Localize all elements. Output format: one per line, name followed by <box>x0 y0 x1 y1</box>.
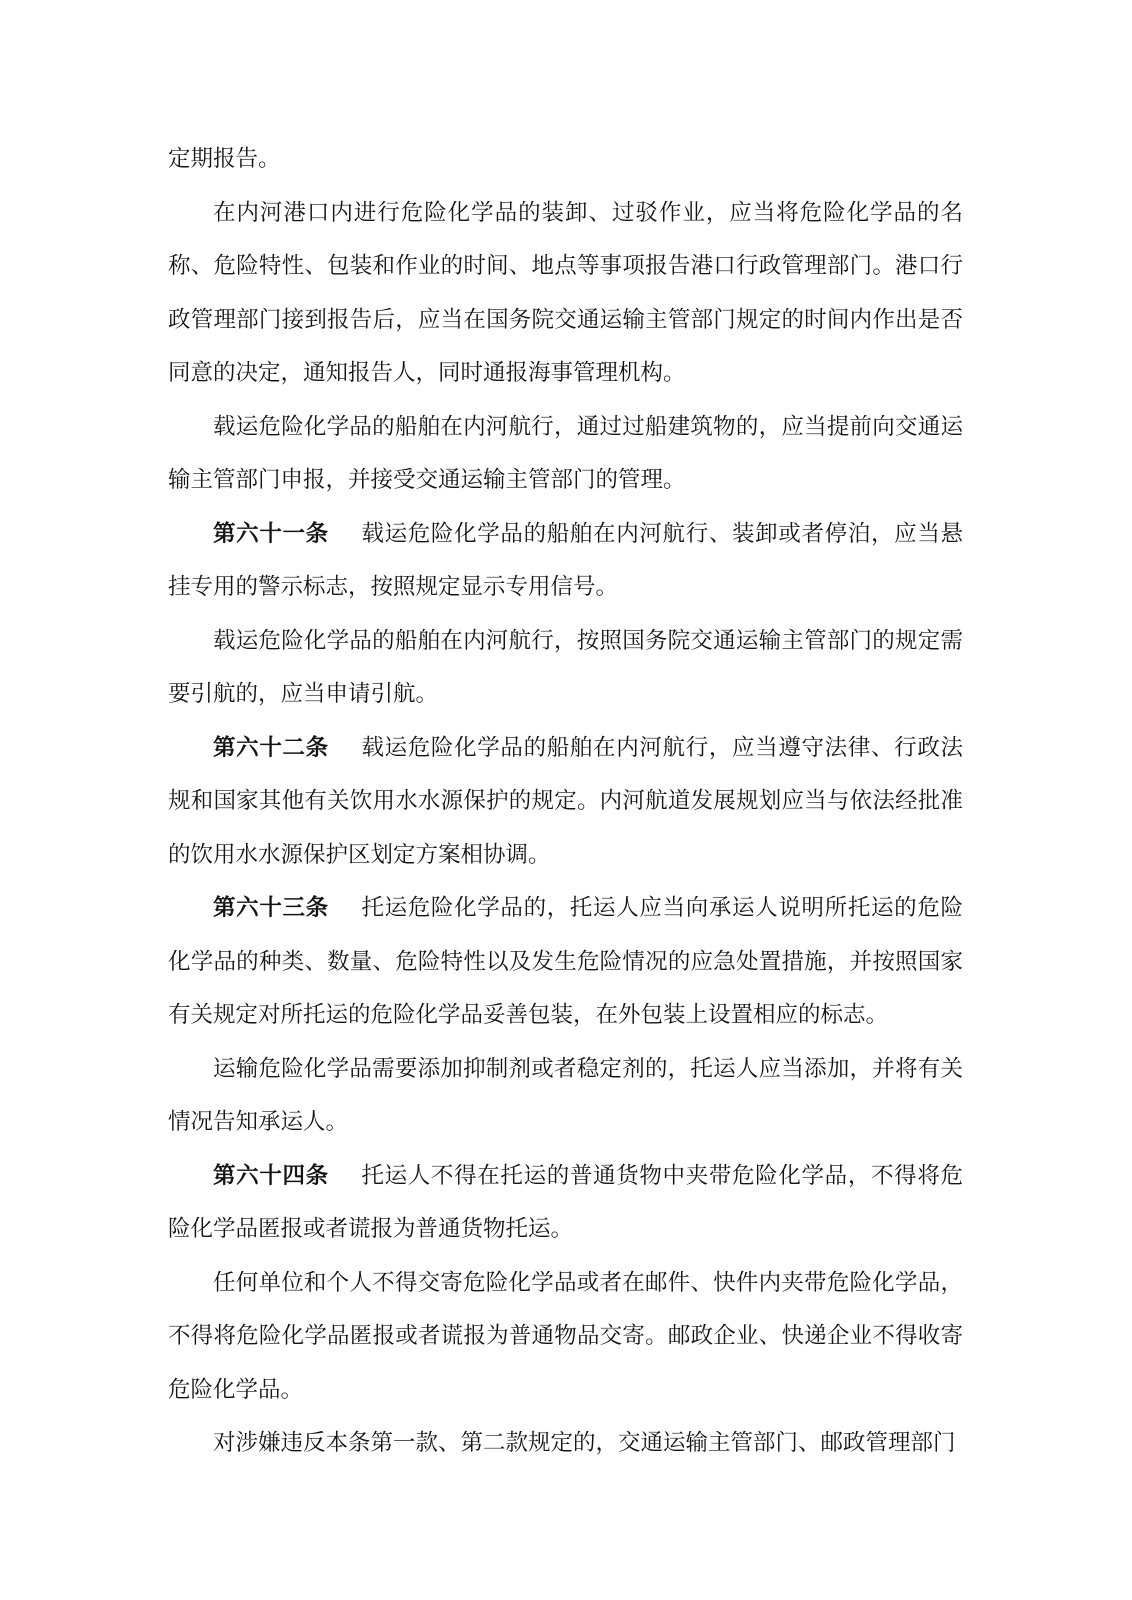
article-number: 第六十一条 <box>213 520 329 546</box>
paragraph <box>168 400 963 507</box>
paragraph-text: 托运危险化学品的，托运人应当向承运人说明所托运的危险化学品的种类、数量、危险特性以及发生危险情况的应急处置措施，并按照国家有关规定对所托运的危险化学品妥善包装，在外包装上设置相应的标志。 <box>168 895 963 1027</box>
document-body <box>168 132 963 1470</box>
paragraph-text: 任何单位和个人不得交寄危险化学品或者在邮件、快件内夹带危险化学品，不得将危险化学品匿报或者谎报为普通物品交寄。邮政企业、快递企业不得收寄危险化学品。 <box>168 1269 963 1402</box>
paragraph-article-61 <box>168 507 963 614</box>
paragraph-text: 运输危险化学品需要添加抑制剂或者稳定剂的，托运人应当添加，并将有关情况告知承运人。 <box>168 1055 963 1134</box>
paragraph <box>168 1416 963 1470</box>
article-number: 第六十四条 <box>213 1162 329 1188</box>
paragraph-text: 载运危险化学品的船舶在内河航行、装卸或者停泊，应当悬挂专用的警示标志，按照规定显示专用信号。 <box>168 520 963 599</box>
paragraph <box>168 132 963 186</box>
paragraph-text: 载运危险化学品的船舶在内河航行，通过过船建筑物的，应当提前向交通运输主管部门申报，并接受交通运输主管部门的管理。 <box>168 413 963 492</box>
paragraph-article-63 <box>168 881 963 1042</box>
paragraph-text: 对涉嫌违反本条第一款、第二款规定的，交通运输主管部门、邮政管理部门 <box>213 1430 956 1455</box>
article-number: 第六十二条 <box>213 734 329 760</box>
article-number: 第六十三条 <box>213 895 329 920</box>
paragraph-text: 定期报告。 <box>168 146 281 171</box>
paragraph-article-62 <box>168 721 963 882</box>
paragraph <box>168 186 963 400</box>
paragraph <box>168 614 963 721</box>
paragraph-text: 载运危险化学品的船舶在内河航行，按照国务院交通运输主管部门的规定需要引航的，应当申请引航。 <box>168 627 963 706</box>
paragraph-text: 在内河港口内进行危险化学品的装卸、过驳作业，应当将危险化学品的名称、危险特性、包装和作业的时间、地点等事项报告港口行政管理部门。港口行政管理部门接到报告后，应当在国务院交通运输主管部门规定的时间内作出是否同意的决定，通知报告人，同时通报海事管理机构。 <box>168 199 963 385</box>
paragraph <box>168 1042 963 1149</box>
paragraph-text: 托运人不得在托运的普通货物中夹带危险化学品，不得将危险化学品匿报或者谎报为普通货物托运。 <box>168 1162 963 1241</box>
paragraph <box>168 1256 963 1417</box>
paragraph-article-64 <box>168 1149 963 1256</box>
paragraph-text: 载运危险化学品的船舶在内河航行，应当遵守法律、行政法规和国家其他有关饮用水水源保护的规定。内河航道发展规划应当与依法经批准的饮用水水源保护区划定方案相协调。 <box>168 734 963 867</box>
